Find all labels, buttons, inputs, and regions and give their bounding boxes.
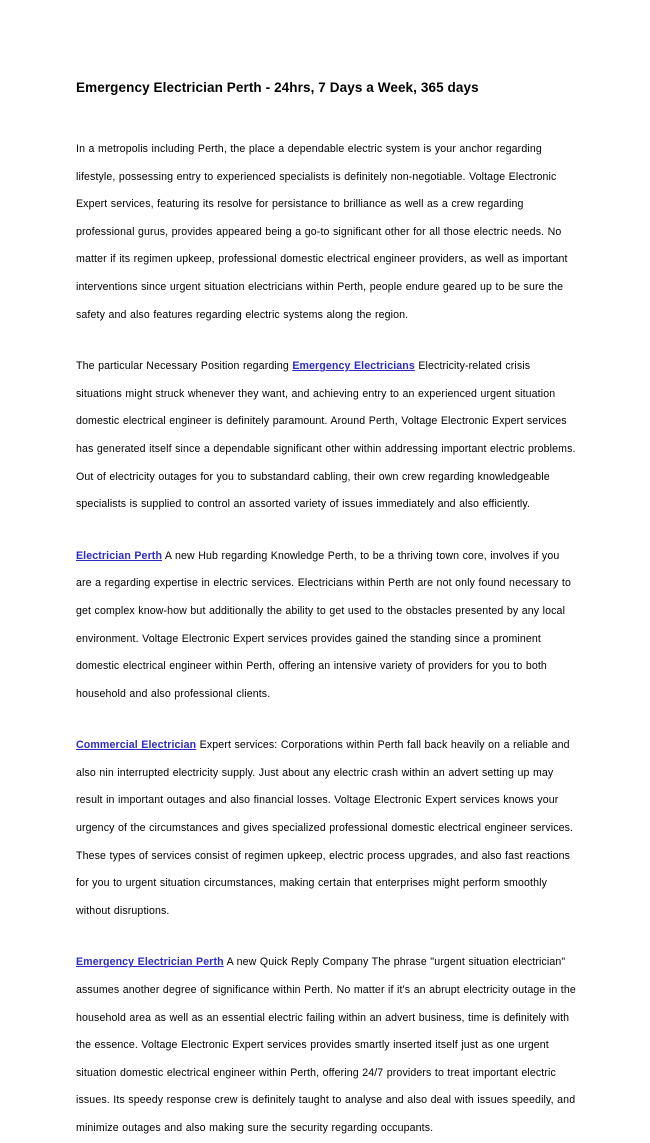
link-emergency-electrician-perth[interactable]: Emergency Electrician Perth xyxy=(76,956,224,969)
paragraph-intro xyxy=(76,136,576,329)
link-electrician-perth[interactable]: Electrician Perth xyxy=(76,549,163,562)
paragraph-emergency-electrician-perth xyxy=(76,949,576,1142)
paragraph-emergency-electrician-perth-text: A new Quick Reply Company The phrase "urgent situation electrician" assumes another degree of significance within Perth. No matter if it's an abrupt electricity outage in the household area as well as an essential electric failing within an advert business, time is definitely with the essence. Voltage Electronic Expert services provides smartly inserted itself just as one urgent situation domestic electrical engineer within Perth, offering 24/7 providers to treat important electric issues. Its speedy response crew is definitely taught to analyse and also deal with issues speedily, and minimize outages and also making sure the security regarding occupants. xyxy=(76,956,576,1134)
paragraph-intro-text: In a metropolis including Perth, the place a dependable electric system is your anchor regarding lifestyle, possessing entry to experienced specialists is definitely non-negotiable. Voltage Electronic Expert services, featuring its resolve for persistance to brilliance as well as a crew regarding professional gurus, provides appeared being a go-to significant other for all those electric needs. No matter if its regimen upkeep, professional domestic electrical engineer providers, as well as important interventions since urgent situation electricians within Perth, people endure geared up to be sure the safety and also features regarding electric systems along the region. xyxy=(76,143,568,321)
paragraph-commercial-electrician-text: Expert services: Corporations within Perth fall back heavily on a reliable and also nin interrupted electricity supply. Just about any electric crash within an advert setting up may result in important outages and also financial losses. Voltage Electronic Expert services knows your urgency of the circumstances and gives specialized professional domestic electrical engineer services. These types of services consist of regimen upkeep, electric process upgrades, and also fast reactions for you to urgent situation circumstances, making certain that enterprises might perform smoothly without disruptions. xyxy=(76,739,574,917)
page-title: Emergency Electrician Perth - 24hrs, 7 Days a Week, 365 days xyxy=(76,80,479,95)
paragraph-necessary-position-text: Electricity-related crisis situations might struck whenever they want, and achieving entry to an experienced urgent situation domestic electrical engineer is definitely paramount. Around Perth, Voltage Electronic Expert services has generated itself since a dependable significant other within addressing important electric problems. Out of electricity outages for you to substandard cabling, their own crew regarding knowledgeable specialists is supplied to control an assorted variety of issues immediately and also efficiently. xyxy=(76,360,576,511)
paragraph-commercial-electrician xyxy=(76,732,576,925)
paragraph-necessary-position-lead: The particular Necessary Position regarding xyxy=(76,360,293,373)
paragraph-necessary-position xyxy=(76,353,576,519)
link-commercial-electrician[interactable]: Commercial Electrician xyxy=(76,739,197,752)
document-body xyxy=(76,78,576,1143)
paragraph-electrician-perth-text: A new Hub regarding Knowledge Perth, to be a thriving town core, involves if you are a regarding expertise in electric services. Electricians within Perth are not only found necessary to get complex know-how but additionally the ability to get used to the obstacles presented by any local environment. Voltage Electronic Expert services provides gained the standing since a prominent domestic electrical engineer within Perth, offering an intensive variety of providers for you to both household and also professional clients. xyxy=(76,549,571,700)
paragraph-electrician-perth xyxy=(76,543,576,709)
link-emergency-electricians[interactable]: Emergency Electricians xyxy=(292,360,415,373)
